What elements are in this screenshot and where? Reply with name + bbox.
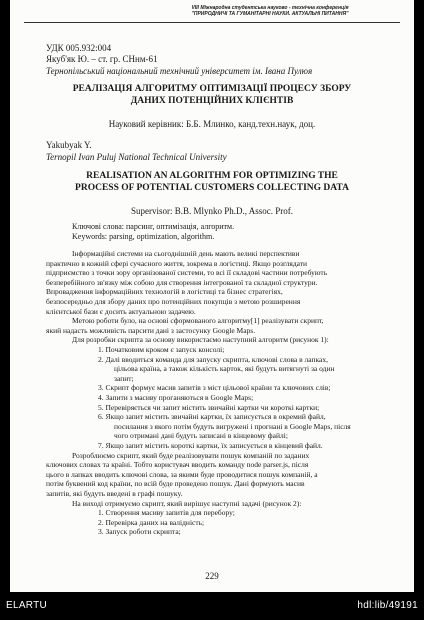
- conference-header-line2: "ПРИРОДНИЧІ ТА ГУМАНІТАРНІ НАУКИ. АКТУАЛЬНІ ПИТАННЯ": [191, 11, 349, 17]
- body-line: запитів, які будуть введені в графі пошуку.: [46, 489, 183, 498]
- author-en: Yakubyak Y.: [46, 140, 92, 150]
- list-item: 4. Запити з масиву проганяються в Google Maps;: [98, 393, 254, 402]
- list-item-cont: запит;: [114, 373, 134, 383]
- body-line: ключових словах та країні. Тобто користувач вводить команду node parser.js, після: [46, 460, 309, 470]
- body-line: безпосередньо для збору даних про потенційних покупців з метою розширення: [46, 297, 301, 306]
- list-item: 6. Якщо запит містить звичайні картки, їх записується в окремий файл,: [98, 412, 326, 422]
- conference-header: [150, 5, 390, 17]
- body-line: підприємство з точки зору організованої системи, то всі її складові частини потребують: [46, 268, 328, 278]
- affiliation-en: Ternopil Ivan Puluj National Technical University: [46, 152, 227, 162]
- body-line: потім буквений код країни, по всій буде проведено пошук. Дані формують масив: [46, 479, 305, 489]
- supervisor-ua: Науковий керівник: Б.Б. Млинко, канд.техн.наук, доц.: [108, 119, 316, 129]
- udc-code: УДК 005.932:004: [46, 43, 112, 53]
- keywords-en: Keywords: parsing, optimization, algorithm.: [72, 232, 215, 241]
- list-item: 7. Якщо запит містить короткі картки, їх записується в кінцевий файл.: [98, 441, 323, 450]
- body-line: який надасть можливість парсити дані з застосунку Google Maps.: [46, 325, 256, 335]
- list-item: 2. Далі вводиться команда для запуску скрипта, ключові слова в лапках,: [98, 354, 328, 364]
- page-number: 229: [205, 571, 219, 581]
- title-en-line1: REALISATION AN ALGORITHM FOR OPTIMIZING THE: [86, 171, 338, 181]
- affiliation-ua: Тернопільський національний технічний університет ім. Івана Пулюя: [46, 66, 313, 76]
- list-item-cont: посилання з якого потім будуть вигружені і прогнані в Google Maps, після: [114, 421, 351, 431]
- list-item-cont: чого отримані дані будуть записані в кінцевому файлі;: [114, 431, 288, 441]
- footer-left-label: ELARTU: [6, 600, 48, 611]
- supervisor-en: Supervisor: B.B. Mlynko Ph.D., Assoc. Prof.: [130, 206, 293, 216]
- body-line: Інформаційні системи на сьогоднішній день мають великі перспективи: [72, 249, 300, 258]
- body-line: безперебійного зв'язку між собою для створення інтегрованої та складної структури.: [46, 277, 318, 287]
- list-item-cont: цільова країна, а також кількість карток, які будуть витягнуті за один: [114, 364, 335, 374]
- author-ua: Якуб'як Ю. – ст. гр. СНнм-61: [46, 54, 158, 64]
- body-line: Впровадження інформаційних технологій в логістиці та бізнес стратегіях,: [46, 287, 283, 297]
- body-line: практично в кожній сфері сучасного життя, зокрема в логістиці. Якщо розглядати: [46, 258, 308, 268]
- list-item: 2. Перевірка даних на валідність;: [98, 517, 205, 527]
- body-line: Для розробки скрипта за основу використаємо наступний алгоритм (рисунок 1):: [72, 335, 329, 345]
- header-rule: [24, 22, 400, 23]
- list-item: 1. Початковим кроком є запуск консолі;: [98, 345, 225, 354]
- list-item: 1. Створення масиву запитів для перебору;: [98, 508, 235, 518]
- conference-header-line1: VIII Міжнародна студентська науково - технічна конференція: [191, 5, 349, 11]
- list-item: 5. Перевіряється чи запит містить звичайні картки чи короткі картки;: [98, 402, 320, 412]
- title-ua-line2: ДАНИХ ПОТЕНЦІЙНИХ КЛІЄНТІВ: [130, 96, 294, 106]
- keywords-ua: Ключові слова: парсинг, оптимізація, алгоритм.: [72, 222, 235, 231]
- body-line: На виході отримуємо скрипт, який вирішує наступні задачі (рисунок 2):: [72, 498, 302, 508]
- paper-page: [10, 0, 414, 592]
- list-item: 3. Запуск роботи скрипта;: [98, 527, 181, 537]
- body-line: Розроблюємо скрипт, який буде реалізовувати пошук компаній по заданих: [72, 450, 310, 460]
- title-ua-line1: РЕАЛІЗАЦІЯ АЛГОРИТМУ ОПТИМІЗАЦІЇ ПРОЦЕСУ ЗБОРУ: [72, 84, 352, 94]
- title-en-line2: PROCESS OF POTENTIAL CUSTOMERS COLLECTING DATA: [75, 183, 349, 193]
- body-line: Метою роботи було, на основі сформованого алгоритму[1] реалізувати скрипт,: [72, 316, 324, 326]
- body-line: цього в лапках вводить ключові слова, за якими буде проводитися пошук компаній, а: [46, 469, 318, 479]
- footer-handle-label: hdl:lib/49191: [357, 600, 418, 611]
- body-line: клієнтської бази є досить актуальною задачею.: [46, 306, 196, 316]
- list-item: 3. Скрипт формує масив запитів з міст цільової країни та ключових слів;: [98, 383, 331, 393]
